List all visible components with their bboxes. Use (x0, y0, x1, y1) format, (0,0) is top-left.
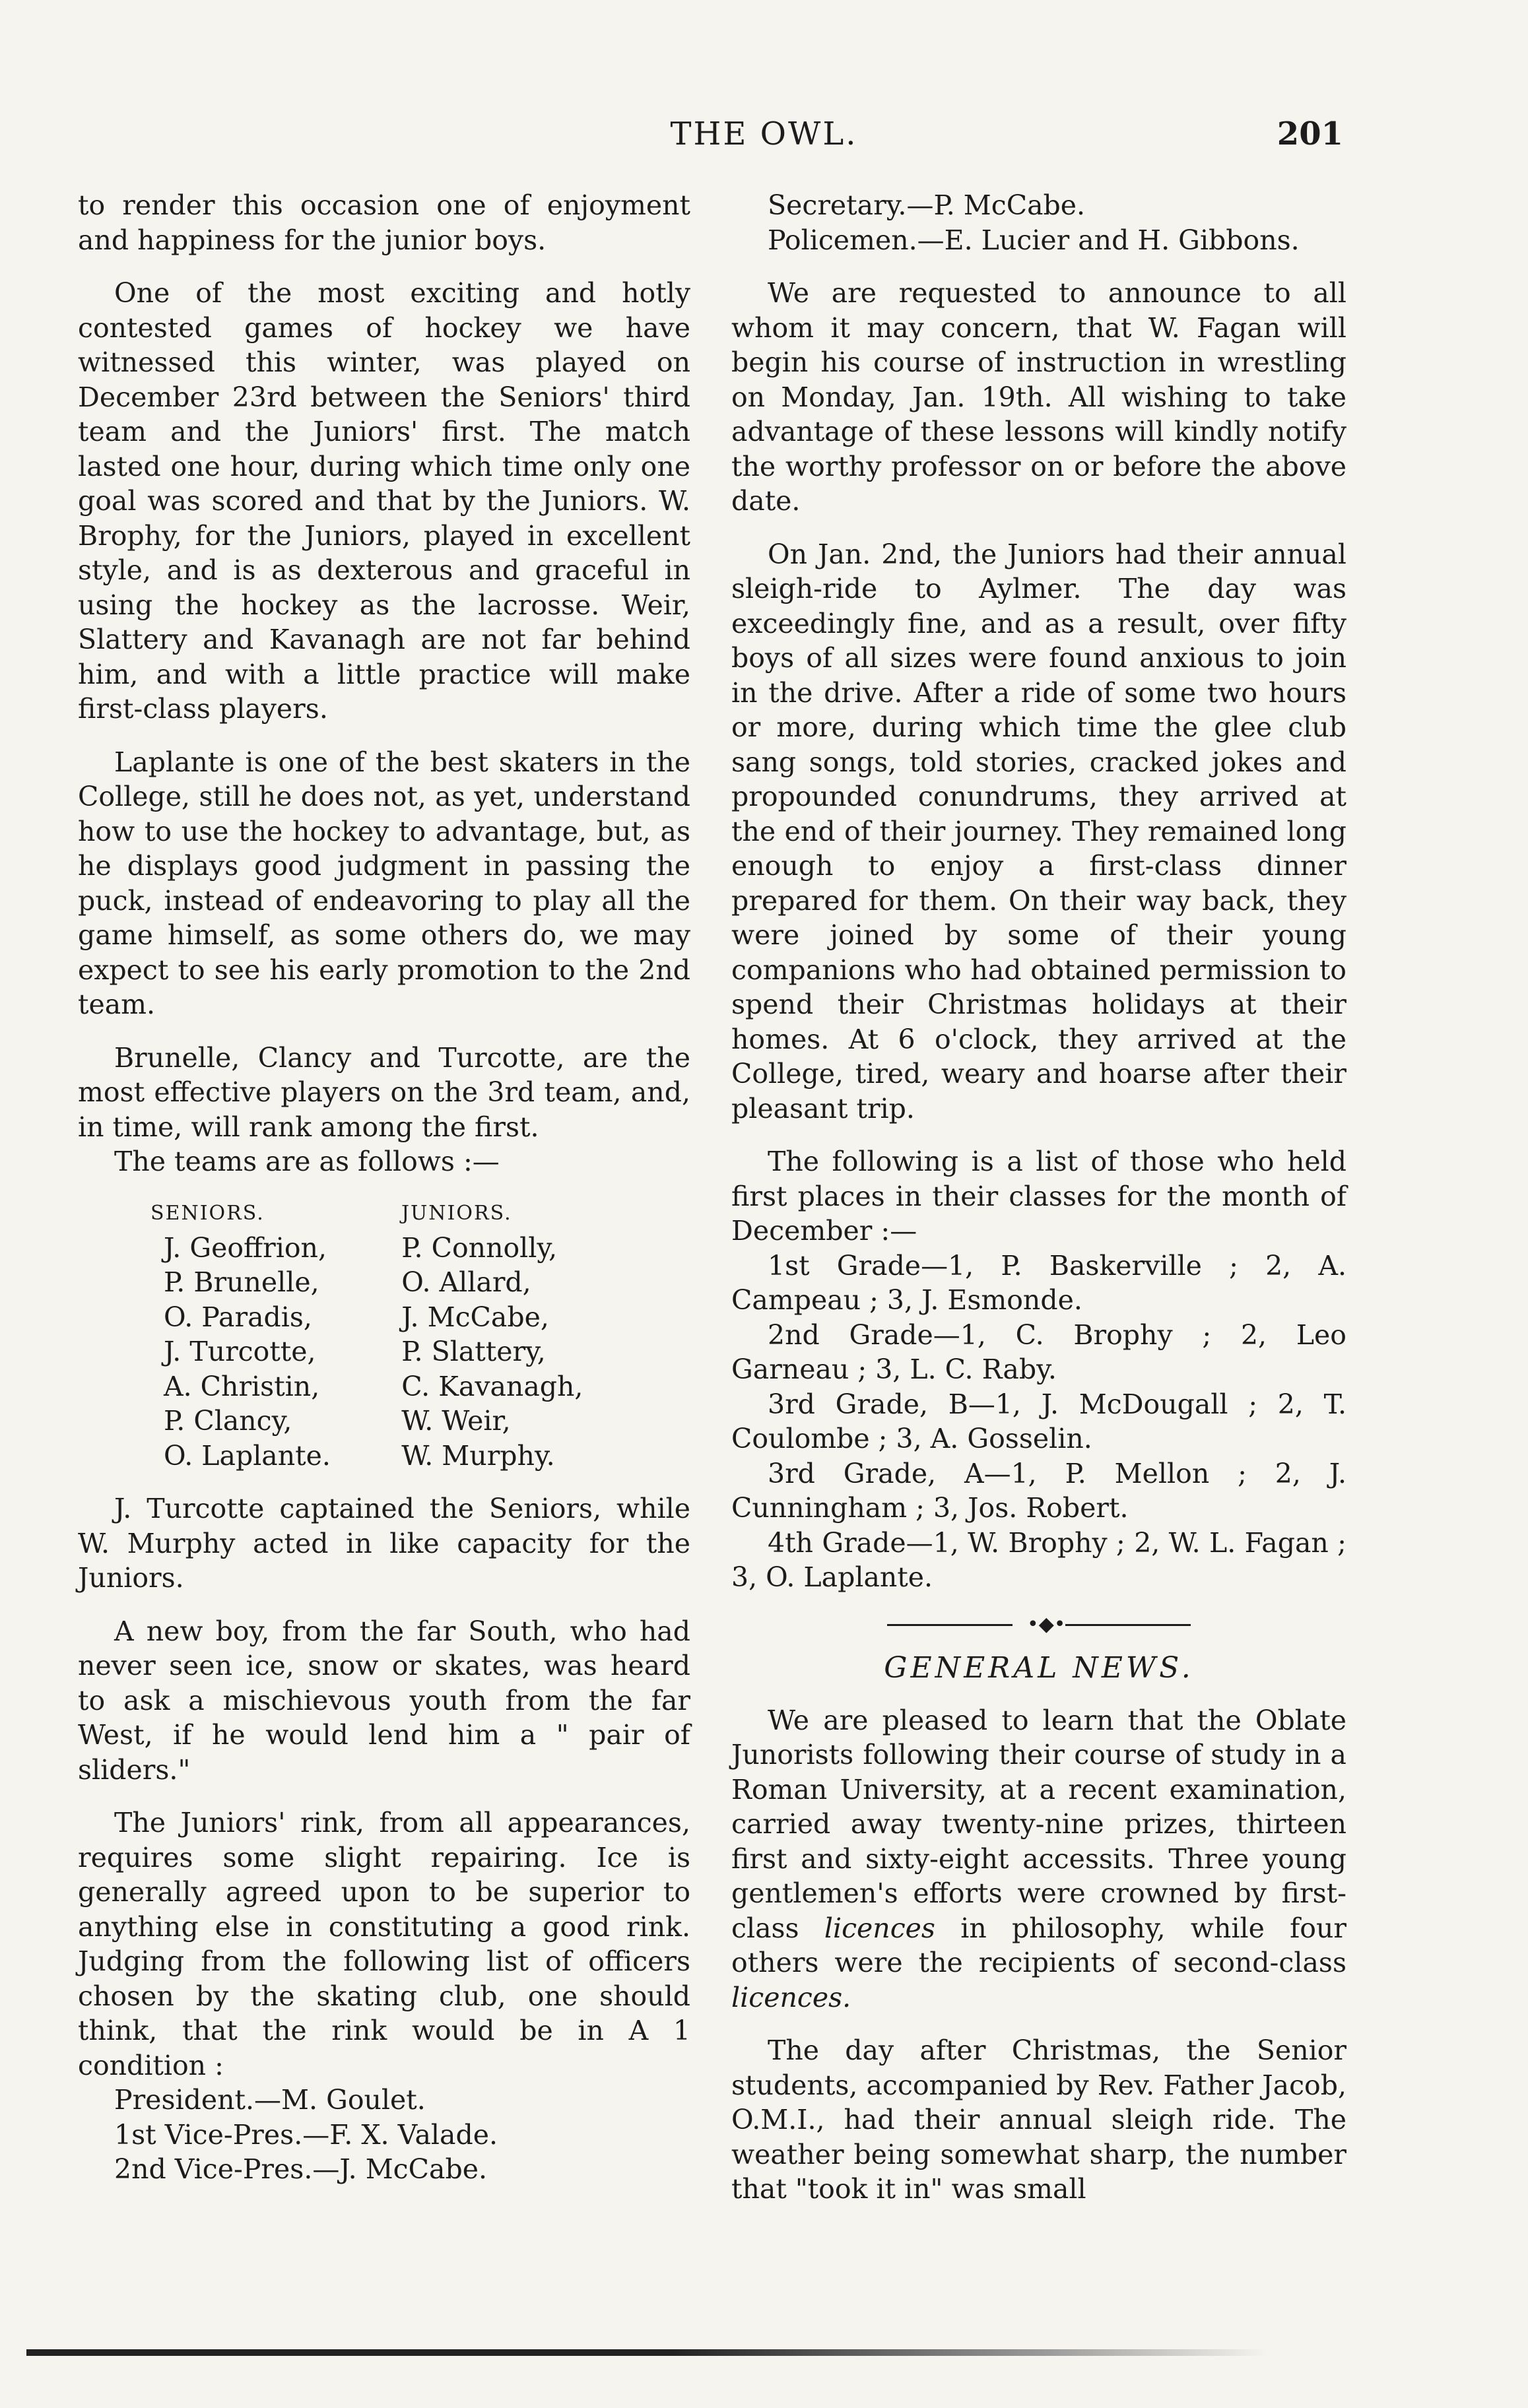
paragraph-laplante: Laplante is one of the best skaters in the College, still he does not, as yet, understand how to use the hockey to advantage, but, as he displays good judgment in passing the puck, instead of endeavoring to play all the game himself, as some others do, we may expect to see his early promotion to the 2nd team. (78, 746, 690, 1020)
team-row (150, 1265, 652, 1300)
paragraph-third-team: Brunelle, Clancy and Turcotte, are the most effective players on the 3rd team, and, in time, will rank among the first. (78, 1041, 690, 1143)
section-title-general-news: GENERAL NEWS. (884, 1650, 1194, 1685)
left-column (78, 188, 690, 2187)
text-segment: in philosophy, while four others were the recipients of second-class (731, 1912, 1346, 1978)
team-row (150, 1404, 652, 1439)
paragraph-teams-intro: The teams are as follows :— (114, 1146, 500, 1177)
page-number: 201 (1277, 115, 1343, 152)
team-row (150, 1439, 652, 1474)
junior-player: W. Murphy. (401, 1439, 555, 1472)
officers-list-continued (731, 188, 1346, 257)
paragraph-juniors-rink: The Juniors' rink, from all appearances, requires some slight repairing. Ice is generally agreed upon to be superior to anything else in constituting a good rink. Judging from the following list of officers chosen by the skating club, one should think, that the rink would be in A 1 condition : (78, 1807, 690, 2081)
italic-term: licences (824, 1912, 935, 1944)
paragraph-oblate-junorists (731, 1703, 1346, 2015)
paragraph-sleigh-ride: On Jan. 2nd, the Juniors had their annual sleigh-ride to Aylmer. The day was exceedingly fine, and as a result, over fifty boys of all sizes were found anxious to join in the drive. After a ride of some two hours or more, during which time the glee club sang songs, told stories, cracked jokes and propounded conundrums, they arrived at the end of their journey. They remained long enough to enjoy a first-class dinner prepared for them. On their way back, they were joined by some of their young companions who had obtained permission to spend their Christmas holidays at their homes. At 6 o'clock, they arrived at the College, tired, weary and hoarse after their pleasant trip. (731, 538, 1346, 1124)
text-segment: We are pleased to learn that the Oblate Junorists following their course of study in a Roman University, at a recent examination, carried away twenty-nine prizes, thirteen first and sixty-eight accessits. Three young gentlemen's efforts were crowned by first-class (731, 1704, 1346, 1944)
italic-term: licences. (731, 1981, 851, 2013)
juniors-heading: JUNIORS. (401, 1201, 512, 1225)
paragraph-hockey-game: One of the most exciting and hotly contested games of hockey we have witnessed this winter, was played on December 23rd between the Seniors' third team and the Juniors' first. The match lasted one hour, during which time only one goal was scored and that by the Juniors. W. Brophy, for the Juniors, played in excellent style, and is as dexterous and graceful in using the hockey as the lacrosse. Weir, Slattery and Kavanagh are not far behind him, and with a little practice will make first-class players. (78, 277, 690, 725)
senior-player: O. Paradis, (164, 1301, 312, 1333)
junior-player: P. Slattery, (401, 1336, 546, 1367)
rank-line: 3rd Grade, A—1, P. Mellon ; 2, J. Cunningham ; 3, Jos. Robert. (731, 1457, 1346, 1524)
officer-line: Secretary.—P. McCabe. (768, 189, 1086, 221)
journal-title: THE OWL. (670, 115, 858, 152)
paragraph-senior-sleigh-ride: The day after Christmas, the Senior students, accompanied by Rev. Father Jacob, O.M.I., had their annual sleigh ride. The weather being somewhat sharp, the number that "took it in" was small (731, 2034, 1346, 2205)
junior-player: O. Allard, (401, 1266, 531, 1298)
section-divider (887, 1612, 1191, 1636)
paragraph-captains: J. Turcotte captained the Seniors, while W. Murphy acted in like capacity for the Juniors. (78, 1493, 690, 1594)
senior-player: J. Turcotte, (164, 1336, 316, 1367)
rank-line: 1st Grade—1, P. Baskerville ; 2, A. Campeau ; 3, J. Esmonde. (731, 1249, 1346, 1316)
team-row (150, 1300, 652, 1335)
senior-player: A. Christin, (164, 1370, 320, 1402)
senior-player: O. Laplante. (164, 1439, 331, 1472)
bottom-rule (26, 2349, 1267, 2356)
teams-list (150, 1196, 652, 1474)
rank-line: 3rd Grade, B—1, J. McDougall ; 2, T. Coulombe ; 3, A. Gosselin. (731, 1388, 1346, 1454)
officer-line: 2nd Vice-Pres.—J. McCabe. (114, 2153, 487, 2185)
right-column (731, 188, 1346, 2207)
officer-line: 1st Vice-Pres.—F. X. Valade. (114, 2118, 498, 2151)
divider-ornament-icon: •◆• (1027, 1612, 1066, 1636)
junior-player: C. Kavanagh, (401, 1370, 583, 1402)
team-row (150, 1369, 652, 1404)
class-ranks-list (731, 1249, 1346, 1595)
junior-player: W. Weir, (401, 1405, 511, 1437)
senior-player: P. Clancy, (164, 1405, 292, 1437)
senior-player: P. Brunelle, (164, 1266, 319, 1298)
divider-rule-left (887, 1624, 1013, 1626)
divider-rule-right (1065, 1624, 1191, 1626)
paragraph-class-ranks-intro: The following is a list of those who held first places in their classes for the month of December :— (731, 1146, 1346, 1247)
senior-player: J. Geoffrion, (164, 1231, 327, 1264)
seniors-heading: SENIORS. (150, 1201, 265, 1225)
rank-line: 4th Grade—1, W. Brophy ; 2, W. L. Fagan ; 3, O. Laplante. (731, 1526, 1346, 1593)
paragraph-wrestling: We are requested to announce to all whom it may concern, that W. Fagan will begin his course of instruction in wrestling on Monday, Jan. 19th. All wishing to take advantage of these lessons will kindly notify the worthy professor on or before the above date. (731, 277, 1346, 517)
team-row (150, 1334, 652, 1369)
junior-player: P. Connolly, (401, 1231, 558, 1264)
officer-line: President.—M. Goulet. (114, 2084, 426, 2116)
officer-line: Policemen.—E. Lucier and H. Gibbons. (768, 224, 1300, 256)
teams-header (150, 1196, 652, 1231)
team-row (150, 1231, 652, 1266)
paragraph-continuation: to render this occasion one of enjoyment and happiness for the junior boys. (78, 189, 690, 256)
paragraph-new-boy: A new boy, from the far South, who had never seen ice, snow or skates, was heard to ask a mischievous youth from the far West, if he would lend him a " pair of sliders." (78, 1615, 690, 1786)
running-head (0, 111, 1528, 164)
rank-line: 2nd Grade—1, C. Brophy ; 2, Leo Garneau ; 3, L. C. Raby. (731, 1318, 1346, 1385)
officers-list (78, 2083, 690, 2187)
junior-player: J. McCabe, (401, 1301, 549, 1333)
